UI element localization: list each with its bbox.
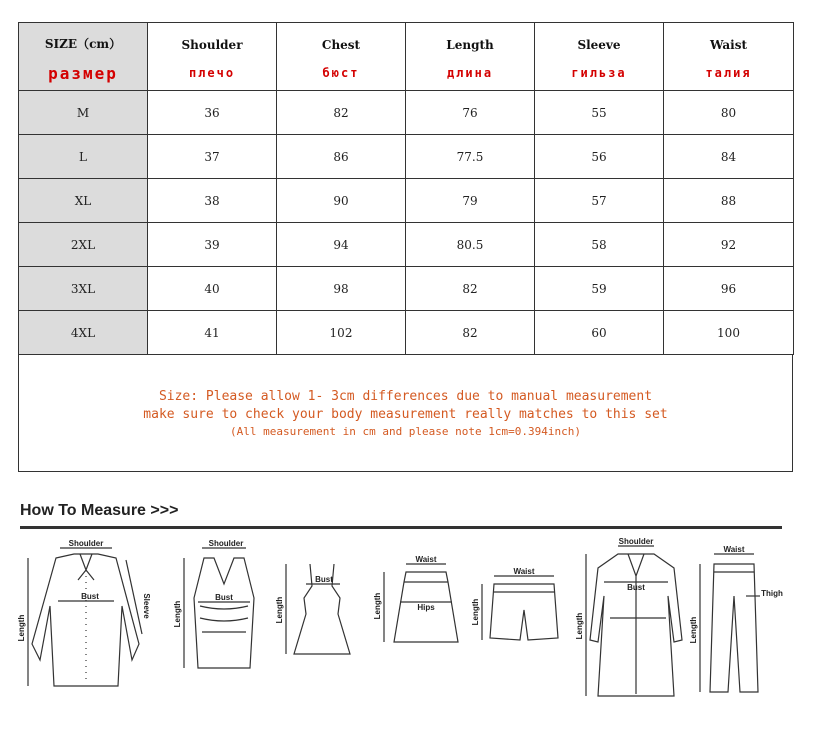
length-header-cell — [406, 23, 535, 91]
value-cell: 94 — [277, 223, 406, 267]
value-cell: 57 — [535, 179, 664, 223]
value-cell: 41 — [148, 311, 277, 355]
col-header-ru: гильза — [571, 65, 627, 80]
tank-figure — [173, 539, 254, 668]
skirt-figure — [373, 555, 458, 642]
value-cell: 88 — [664, 179, 794, 223]
size-cell: 4XL — [19, 311, 148, 355]
length-label: Length — [575, 612, 584, 640]
shoulder-header-cell — [148, 23, 277, 91]
size-cell: XL — [19, 179, 148, 223]
size-cell: M — [19, 91, 148, 135]
waist-label: Waist — [723, 545, 745, 554]
value-cell: 80 — [664, 91, 794, 135]
table-row — [19, 179, 794, 223]
value-cell: 77.5 — [406, 135, 535, 179]
value-cell: 60 — [535, 311, 664, 355]
note-line-3: (All measurement in cm and please note 1cm=0.394inch) — [230, 425, 581, 438]
col-header-ru: талия — [705, 65, 752, 80]
waist-label: Waist — [513, 567, 535, 576]
value-cell: 82 — [406, 311, 535, 355]
col-header-ru: бюст — [322, 65, 360, 80]
sleeve-header-cell — [535, 23, 664, 91]
length-label: Length — [471, 598, 480, 626]
col-header-en: Length — [446, 37, 494, 52]
size-chart — [18, 22, 793, 472]
value-cell: 82 — [406, 267, 535, 311]
length-label: Length — [173, 600, 182, 628]
title-divider — [20, 526, 782, 529]
value-cell: 84 — [664, 135, 794, 179]
size-table — [18, 22, 794, 355]
shorts-figure — [471, 567, 558, 640]
table-row — [19, 135, 794, 179]
size-cell: 2XL — [19, 223, 148, 267]
size-header-cell — [19, 23, 148, 91]
chest-header-cell — [277, 23, 406, 91]
value-cell: 80.5 — [406, 223, 535, 267]
value-cell: 76 — [406, 91, 535, 135]
value-cell: 40 — [148, 267, 277, 311]
col-header-en: Shoulder — [181, 37, 243, 52]
value-cell: 39 — [148, 223, 277, 267]
header-row — [19, 23, 794, 91]
measure-illustrations — [14, 536, 804, 726]
table-row — [19, 91, 794, 135]
col-header-ru: плечо — [188, 65, 236, 80]
length-label: Length — [17, 614, 26, 642]
value-cell: 86 — [277, 135, 406, 179]
table-row — [19, 267, 794, 311]
measurement-note — [18, 355, 793, 472]
coat-figure — [575, 537, 682, 696]
value-cell: 79 — [406, 179, 535, 223]
bust-label: Bust — [627, 583, 645, 592]
value-cell: 100 — [664, 311, 794, 355]
shoulder-label: Shoulder — [208, 539, 244, 548]
value-cell: 92 — [664, 223, 794, 267]
pants-figure — [689, 545, 783, 692]
size-header-ru: размер — [48, 63, 118, 83]
how-to-measure-title: How To Measure >>> — [20, 502, 179, 519]
col-header-en: Chest — [321, 37, 361, 52]
value-cell: 90 — [277, 179, 406, 223]
thigh-label: Thigh — [761, 589, 783, 598]
blouse-figure — [17, 539, 151, 686]
value-cell: 56 — [535, 135, 664, 179]
value-cell: 37 — [148, 135, 277, 179]
value-cell: 82 — [277, 91, 406, 135]
length-label: Length — [689, 616, 698, 644]
value-cell: 36 — [148, 91, 277, 135]
shoulder-label: Shoulder — [618, 537, 654, 546]
length-label: Length — [275, 596, 284, 624]
note-line-1: Size: Please allow 1- 3cm differences due to manual measurement — [158, 389, 653, 404]
hips-label: Hips — [417, 603, 435, 612]
note-line-2: make sure to check your body measurement really matches to this set — [143, 407, 668, 422]
value-cell: 96 — [664, 267, 794, 311]
size-header-en: SIZE（cm） — [44, 36, 122, 51]
length-label: Length — [373, 592, 382, 620]
value-cell: 98 — [277, 267, 406, 311]
value-cell: 59 — [535, 267, 664, 311]
col-header-en: Waist — [709, 37, 748, 52]
size-cell: 3XL — [19, 267, 148, 311]
waist-header-cell — [664, 23, 794, 91]
bust-label: Bust — [315, 575, 333, 584]
size-cell: L — [19, 135, 148, 179]
dress-figure — [275, 564, 350, 654]
value-cell: 58 — [535, 223, 664, 267]
table-row — [19, 311, 794, 355]
value-cell: 55 — [535, 91, 664, 135]
sleeve-label: Sleeve — [142, 593, 151, 619]
bust-label: Bust — [215, 593, 233, 602]
value-cell: 38 — [148, 179, 277, 223]
value-cell: 102 — [277, 311, 406, 355]
col-header-en: Sleeve — [577, 37, 621, 52]
col-header-ru: длина — [446, 65, 494, 80]
shoulder-label: Shoulder — [68, 539, 104, 548]
table-row — [19, 223, 794, 267]
waist-label: Waist — [415, 555, 437, 564]
bust-label: Bust — [81, 592, 99, 601]
